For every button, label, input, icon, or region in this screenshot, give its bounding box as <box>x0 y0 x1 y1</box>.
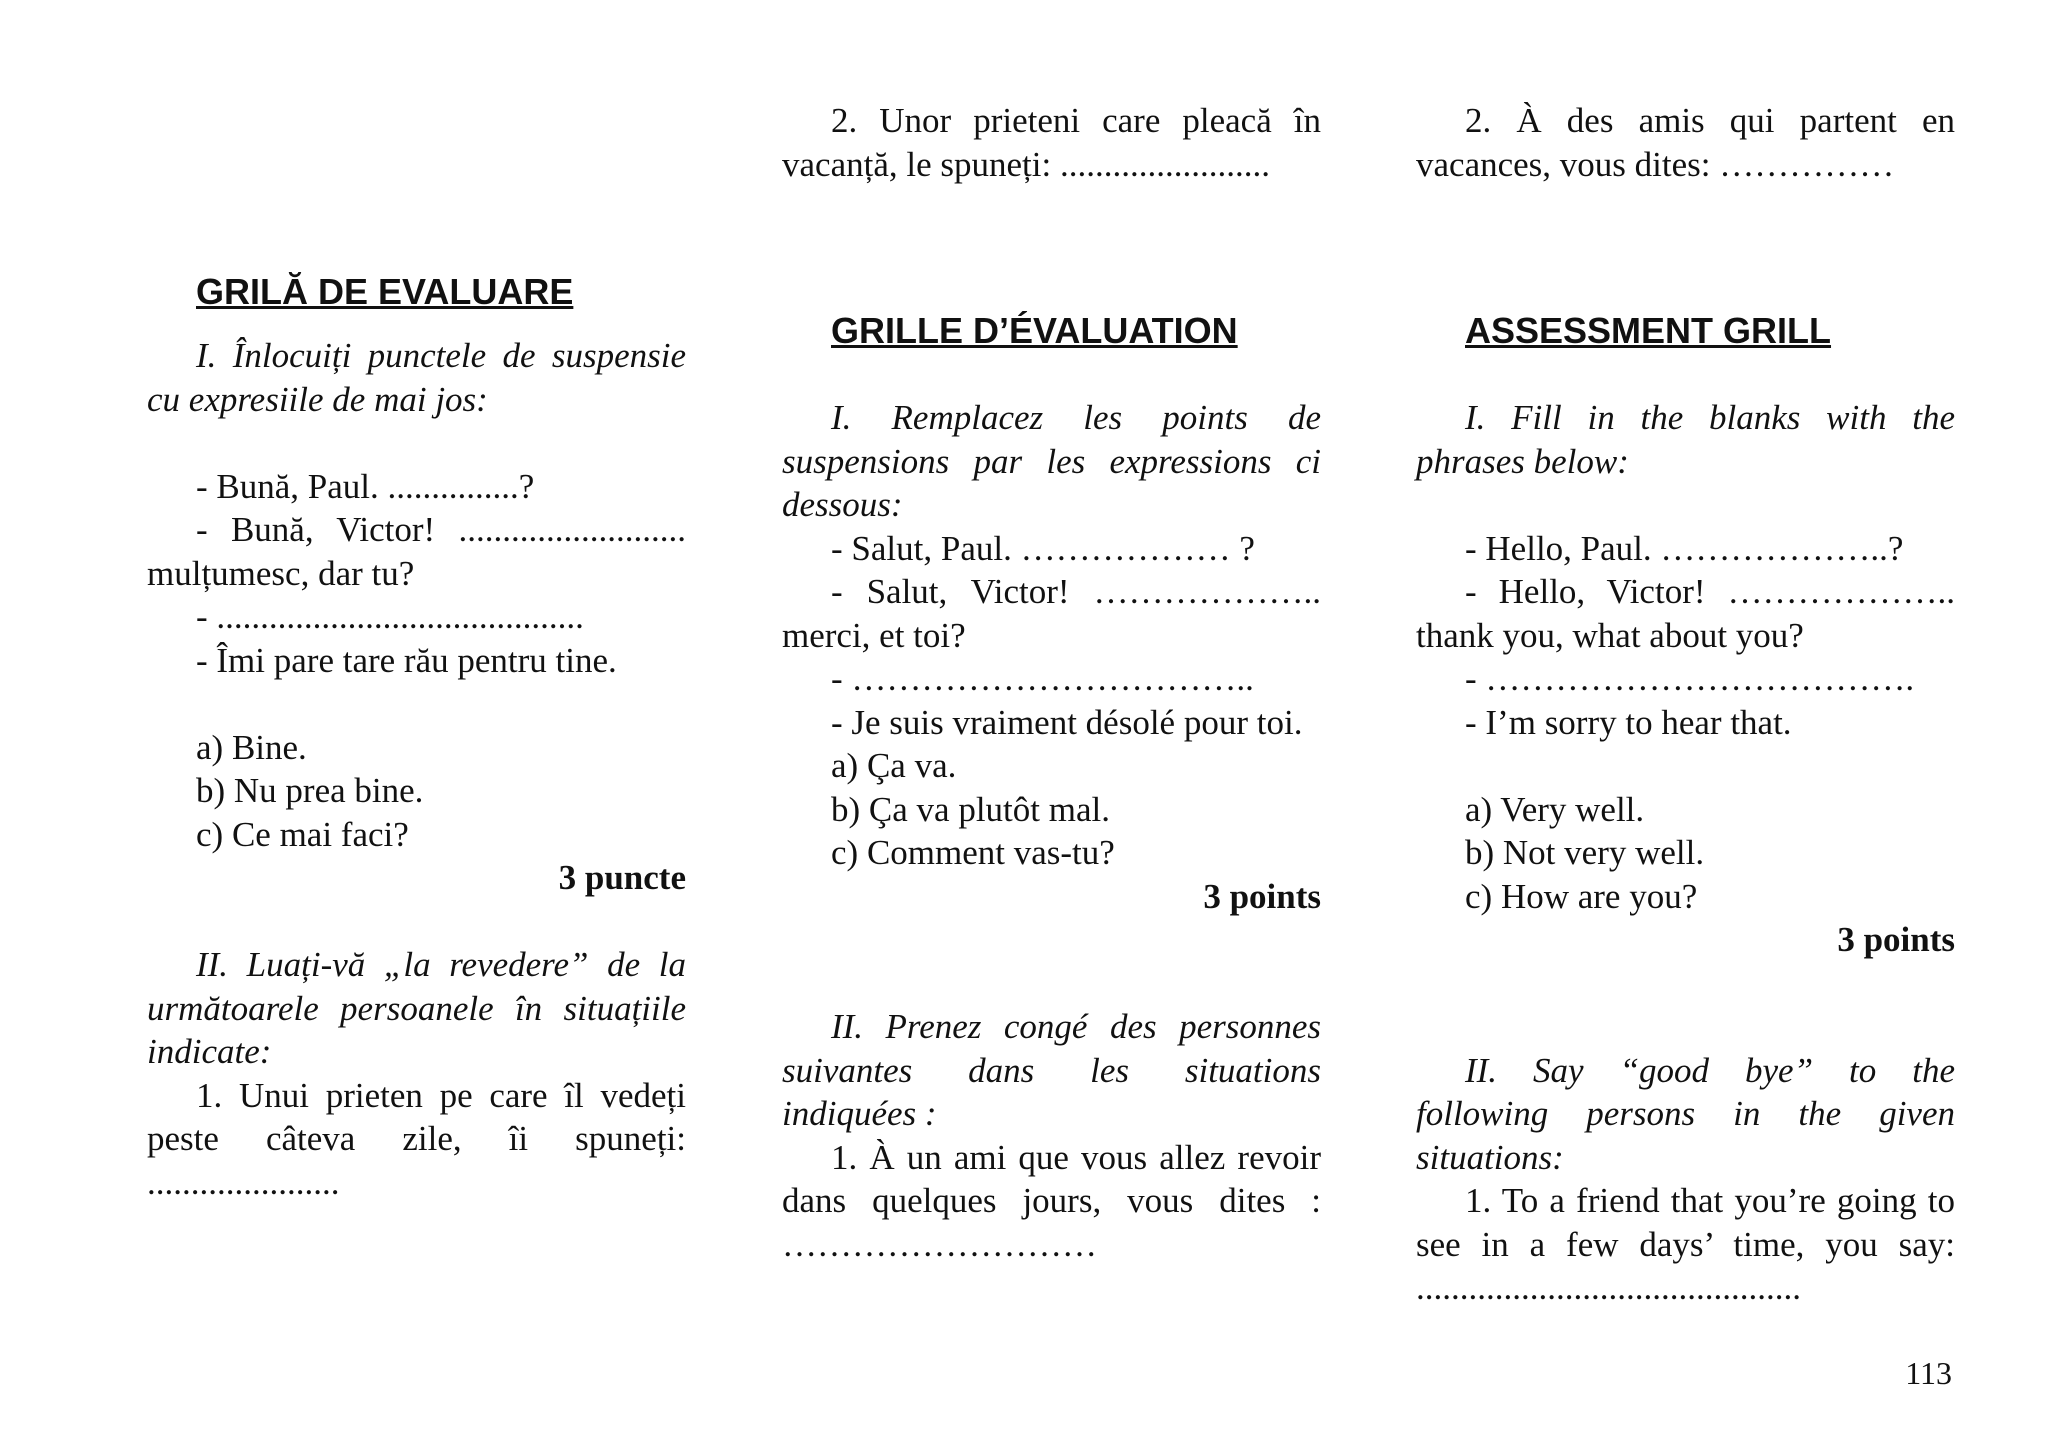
dialogue-line-1: - Hello, Paul. ………………..? <box>1465 528 1904 568</box>
page-number: 113 <box>1905 1355 1952 1391</box>
dialogue-line-2: - Hello, Victor! ……………….. thank you, what about you? <box>1416 572 1955 655</box>
exercise-2-question-2: 2. À des amis qui partent en vacances, vous dites: …………… <box>1416 101 1955 184</box>
exercise-2-instruction: II. Prenez congé des personnes suivantes dans les situations indiquées : <box>782 1007 1321 1133</box>
option-a: a) Very well. <box>1465 789 1645 829</box>
dialogue-line-1: - Bună, Paul. ...............? <box>196 466 535 506</box>
heading-romanian: GRILĂ DE EVALUARE <box>196 271 574 312</box>
dialogue-line-2: - Salut, Victor! ……………….. merci, et toi? <box>782 572 1321 655</box>
option-a: a) Bine. <box>196 727 307 767</box>
column-english <box>1416 99 1955 1310</box>
column-romanian <box>147 270 686 1204</box>
dialogue-line-3: - ………………………………. <box>1465 659 1915 698</box>
points-label: 3 points <box>1203 876 1321 916</box>
dialogue-line-4: - Je suis vraiment désolé pour toi. <box>831 702 1303 742</box>
column-french <box>782 99 1321 1266</box>
heading-french: GRILLE D’ÉVALUATION <box>831 310 1238 351</box>
exercise-1-instruction: I. Fill in the blanks with the phrases below: <box>1416 398 1955 481</box>
option-b: b) Ça va plutôt mal. <box>831 789 1110 829</box>
dialogue-line-2: - Bună, Victor! .......................... mulțumesc, dar tu? <box>147 510 686 593</box>
exercise-1-instruction: I. Remplacez les points de suspensions par les expressions ci dessous: <box>782 398 1321 524</box>
heading-english: ASSESSMENT GRILL <box>1465 310 1832 351</box>
dialogue-line-1: - Salut, Paul. ……………… ? <box>831 528 1255 568</box>
dialogue-line-3: - .......................................... <box>196 597 584 636</box>
dialogue-line-3: - …………………………….. <box>831 659 1254 698</box>
option-c: c) Comment vas-tu? <box>831 833 1115 872</box>
option-a: a) Ça va. <box>831 746 957 785</box>
exercise-1-instruction: I. Înlocuiți punctele de suspensie cu expresiile de mai jos: <box>147 336 686 419</box>
points-label: 3 points <box>1837 920 1955 959</box>
points-label: 3 puncte <box>558 858 686 897</box>
option-c: c) Ce mai faci? <box>196 814 409 854</box>
exercise-2-question-2: 2. Unor prieteni care pleacă în vacanță, le spuneți: ........................ <box>782 101 1321 184</box>
option-b: b) Not very well. <box>1465 833 1705 872</box>
option-c: c) How are you? <box>1465 876 1698 916</box>
exercise-2-question-1: 1. To a friend that you’re going to see in a few days’ time, you say: ............................................ <box>1416 1181 1955 1307</box>
exercise-2-question-1: 1. Unui prieten pe care îl vedeți peste câteva zile, îi spuneți: ...................... <box>147 1075 686 1202</box>
exercise-2-instruction: II. Luați-vă „la revedere” de la următoarele persoanele în situațiile indicate: <box>147 945 686 1071</box>
dialogue-line-4: - I’m sorry to hear that. <box>1465 702 1792 742</box>
option-b: b) Nu prea bine. <box>196 771 424 810</box>
exercise-2-instruction: II. Say “good bye” to the following persons in the given situations: <box>1416 1050 1955 1177</box>
dialogue-line-4: - Îmi pare tare rău pentru tine. <box>196 640 617 680</box>
exercise-2-question-1: 1. À un ami que vous allez revoir dans quelques jours, vous dites : ……………………… <box>782 1137 1321 1264</box>
